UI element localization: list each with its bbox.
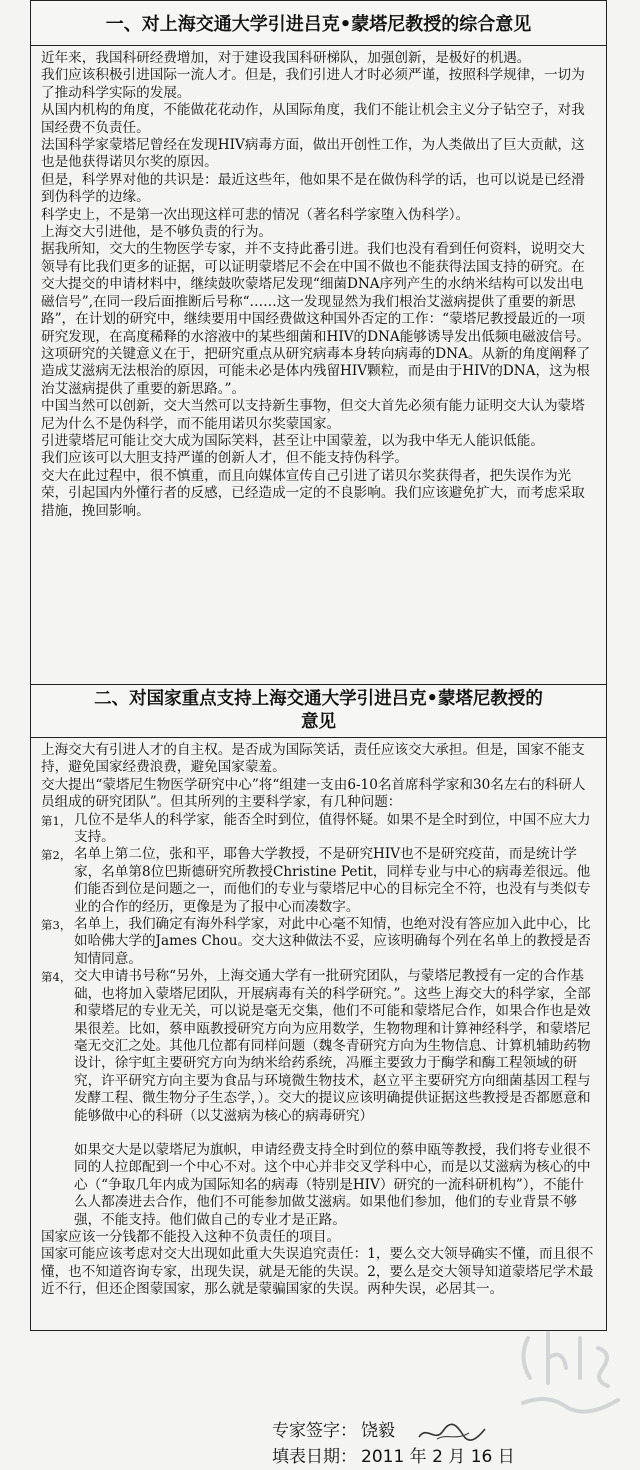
section2-intro-2: 交大提出“蒙塔尼生物医学研究中心”将“组建一支由6-10名首席科学家和30名左右的科研人员组成的研究团队”。但其所列的主要科学家，有几种问题： — [41, 776, 586, 811]
section1-title: 一、对上海交通大学引进吕克•蒙塔尼教授的综合意见 — [31, 0, 606, 46]
section2-body — [31, 738, 606, 1331]
item-text: 名单上第二位，张和平，耶鲁大学教授，不是研究HIV也不是研究疫苗，而是统计学家，名单第8位巴斯德研究所教授Christine Petit，同样专业与中心的病毒差很远。他们能否到位是问题之一，而他们的专业与蒙塔尼中心的目标完全不符，也没有与类似专业的合作的经历，更像是为了报中心而凑数字。 — [74, 846, 591, 915]
section2-title-line1: 二、对国家重点支持上海交通大学引进吕克•蒙塔尼教授的 — [94, 689, 543, 709]
item-text: 名单上，我们确定有海外科学家，对此中心毫不知情，也绝对没有答应加入此中心，比如哈佛大学的James Chou。交大这种做法不妥，应该明确每个列在名单上的教授是否知情同意。 — [74, 916, 591, 967]
section1-body — [31, 46, 606, 685]
section1-paragraph: 近年来，我国科研经费增加，对于建设我国科研梯队，加强创新，是极好的机遇。 — [41, 50, 531, 66]
section1-paragraph: 上海交大引进他，是不够负责的行为。 — [41, 224, 273, 241]
list-item — [41, 968, 596, 1125]
item-text: 几位不是华人的科学家，能否全时到位，值得怀疑。如果不是全时到位，中国不应大力支持。 — [74, 811, 591, 846]
date-value: 2011 年 2 月 16 日 — [361, 1447, 515, 1467]
section2-title-line2: 意见 — [301, 712, 336, 732]
item-text: 交大申请书号称“另外，上海交通大学有一批研究团队，与蒙塔尼教授有一定的合作基础，也将加入蒙塔尼团队，开展病毒有关的科学研究。”。这些上海交大的科学家，全部和蒙塔尼的专业无关，可以说是毫无交集，他们不可能和蒙塔尼合作，如果合作也是效果很差。比如，蔡申瓯教授研究方向为应用数学，生物物理和计算神经科学，和蒙塔尼毫无交汇之处。其他几位都有同样问题（魏冬青研究方向为生物信息、计算机辅助药物设计，徐宇虹主要研究方向为纳米给药系统，冯雁主要致力于酶学和酶工程领域的研究，许平研究方向主要为食品与环境微生物技术，赵立平主要研究方向细菌基因工程与发酵工程、微生物分子生态学，）。交大的提议应该明确提供证据这些教授是否都愿意和能够做中心的科研（以艾滋病为核心的病毒研究） — [74, 968, 591, 1124]
watermark-logo — [508, 1318, 628, 1428]
item-number: 第1， — [41, 813, 72, 828]
item-number: 第3， — [41, 918, 72, 933]
section2-closing-2: 国家可能应该考虑对交大出现如此重大失误追究责任：1，要么交大领导确实不懂，而且很不懂，也不知道咨询专家，出现失误，就是无能的失误。2，要么是交大领导知道蒙塔尼学术最近不行，但还企图蒙国家，那么就是蒙骗国家的失误。两种失误，必居其一。 — [41, 1246, 594, 1298]
handwritten-signature — [417, 1421, 487, 1445]
list-item — [41, 846, 596, 916]
date-label: 填表日期： — [272, 1447, 357, 1467]
section1-paragraph: 引进蒙塔尼可能让交大成为国际笑料，甚至让中国蒙羞，以为我中华无人能识低能。 — [41, 432, 544, 449]
section1-paragraph: 从国内机构的角度，不能做花花动作，从国际角度，我们不能让机会主义分子钻空子，对我国经费不负责任。 — [41, 102, 585, 136]
section1-paragraph: 我们应该积极引进国际一流人才。但是，我们引进人才时必须严谨，按照科学规律，一切为了推动科学实际的发展。 — [41, 67, 585, 101]
section2-intro-1: 上海交大有引进人才的自主权。是否成为国际笑话，责任应该交大承担。但是，国家不能支持，避免国家经费浪费，避免国家蒙羞。 — [41, 742, 585, 776]
opinion-table — [30, 0, 607, 1331]
section1-paragraph: 法国科学家蒙塔尼曾经在发现HIV病毒方面，做出开创性工作，为人类做出了巨大贡献，这也是他获得诺贝尔奖的原因。 — [41, 137, 585, 171]
section2-indented-paragraph: 如果交大是以蒙塔尼为旗帜，申请经费支持全时到位的蔡申瓯等教授，我们将专业很不同的人拉郎配到一个中心不对。这个中心并非交叉学科中心，而是以艾滋病为核心的中心（“争取几年内成为国际知名的病毒（特别是HIV）研究的一流科研机构”），不能什么人都凑进去合作，他们不可能参加做艾滋病。如果他们参加，他们的专业背景不够强，不能支持。他们做自己的专业才是正路。 — [74, 1141, 591, 1228]
section1-paragraph: 我们应该可以大胆支持严谨的创新人才，但不能支持伪科学。 — [41, 450, 409, 467]
item-number: 第2， — [41, 848, 72, 863]
date-row — [272, 1444, 612, 1470]
list-item — [41, 916, 596, 968]
item-number: 第4， — [41, 970, 72, 985]
section2-title — [31, 685, 606, 738]
section1-paragraph: 科学史上，不是第一次出现这样可悲的情况（著名科学家堕入伪科学）。 — [41, 206, 470, 223]
section1-paragraph: 中国当然可以创新，交大当然可以支持新生事物，但交大首先必须有能力证明交大认为蒙塔尼为什么不是伪科学，而不能用诺贝尔奖蒙国家。 — [41, 398, 585, 432]
section1-paragraph: 据我所知，交大的生物医学专家，并不支持此番引进。我们也没有看到任何资料，说明交大领导有比我们更多的证据，可以证明蒙塔尼不会在中国不做也不能获得法国支持的研究。在交大提交的申请材料中，继续鼓吹蒙塔尼发现“细菌DNA序列产生的水纳米结构可以发出电磁信号”,在同一段后面推断后号称“……这一发现显然为我们根治艾滋病提供了重要的新思路”，在计划的研究中，继续要用中国经费做这种国外否定的工作：“蒙塔尼教授最近的一项研究发现，在高度稀释的水溶液中的某些细菌和HIV的DNA能够诱导发出低频电磁波信号。这项研究的关键意义在于，把研究重点从研究病毒本身转向病毒的DNA。从新的角度阐释了造成艾滋病无法根治的原因，可能未必是体内残留HIV颗粒，而是由于HIV的DNA，这为根治艾滋病提供了重要的新思路。”。 — [41, 241, 591, 397]
expert-label: 专家签字： — [272, 1421, 357, 1441]
section1-paragraph: 但是，科学界对他的共识是：最近这些年，他如果不是在做伪科学的话，也可以说是已经滑到伪科学的边缘。 — [41, 171, 585, 206]
section2-closing-1: 国家应该一分钱都不能投入这种不负责任的项目。 — [41, 1228, 341, 1245]
list-item — [41, 812, 596, 847]
expert-name: 饶毅 — [361, 1421, 395, 1441]
section1-paragraph: 交大在此过程中，很不慎重，而且向媒体宣传自己引进了诺贝尔奖获得者，把失误作为光荣，引起国内外懂行者的反感，已经造成一定的不良影响。我们应该避免扩大，而考虑采取措施，挽回影响。 — [41, 467, 585, 519]
